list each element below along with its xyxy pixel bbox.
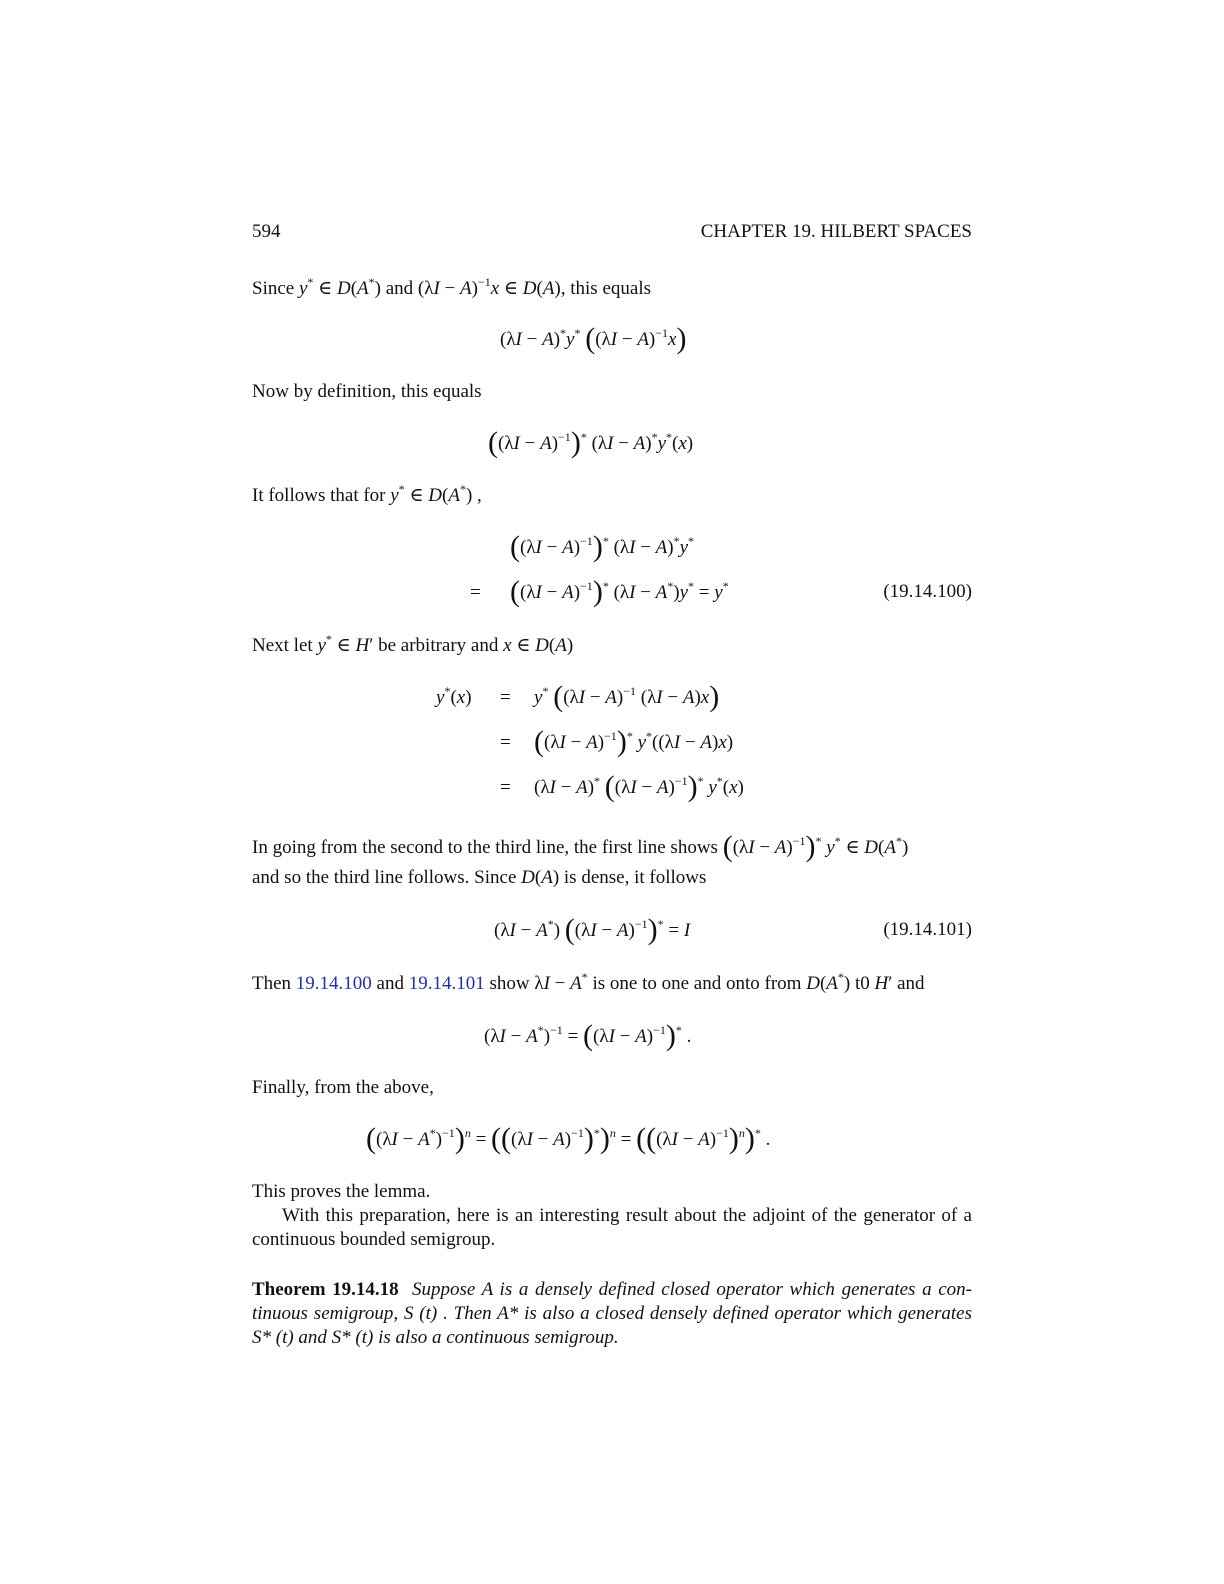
equation-display: $((\lambda I - A)^{-1})^*$ y*((λI − A)x): [534, 725, 734, 758]
paragraph-next: Next let y* ∈ H′ be arbitrary and x ∈ D(A): [252, 632, 574, 656]
equation-link-100[interactable]: 19.14.100: [295, 973, 372, 994]
equation-number: (19.14.101): [883, 919, 972, 940]
equation-display: =: [500, 732, 511, 753]
page-number: 594: [252, 221, 281, 242]
equation-display: $((\lambda I - A^*)^{-1})^n = (((\lambda I - A)^{-1})^*)^n = (((\lambda I - A)^{-1})^n)^*$ .: [366, 1122, 771, 1155]
paragraph-preparation: With this preparation, here is an interesting result about the adjoint of the generator of a continuous bounded semigroup.: [252, 1205, 972, 1250]
equation-display: (λI − A)*y* $((\lambda I - A)^{-1}x)$: [500, 322, 687, 355]
paragraph-going-line2: and so the third line follows. Since D(A) is dense, it follows: [252, 867, 707, 888]
equation-display: $((\lambda I - A)^{-1})^*$ (λI − A)*y*: [510, 530, 695, 563]
theorem-label: Theorem 19.14.18: [252, 1279, 399, 1300]
equation-display: $(\lambda I - A^*)^{-1} = ((\lambda I - A)^{-1})^*$ .: [484, 1019, 692, 1052]
paragraph-finally: Finally, from the above,: [252, 1077, 434, 1098]
theorem-block: [252, 1278, 972, 1350]
equation-display: =: [470, 582, 481, 603]
equation-display: (λI − A)* $((\lambda I - A)^{-1})^*$ y*(x): [534, 770, 744, 803]
equation-display: y* ($(\lambda I - A)^{-1}$ (λI − A)x): [534, 680, 720, 713]
paragraph-proves: This proves the lemma.: [252, 1181, 431, 1202]
equation-display: $((\lambda I - A)^{-1})^*$ (λI − A*)y* = y*: [510, 575, 729, 608]
equation-link-101[interactable]: 19.14.101: [408, 973, 485, 994]
paragraph-follows: It follows that for y* ∈ D(A*) ,: [252, 482, 482, 506]
paragraph-definition: Now by definition, this equals: [252, 381, 482, 402]
chapter-title: CHAPTER 19. HILBERT SPACES: [700, 221, 972, 242]
equation-display: $((\lambda I - A)^{-1})^*$ (λI − A)*y*(x): [488, 426, 694, 459]
paragraph-going: In going from the second to the third line, the first line shows $((\lambda I - A)^{-1})^*$ y* ∈ D(A*): [252, 830, 909, 863]
paragraph-since: Since y* ∈ D(A*) and $(\lambda I - A)^{-1}x$ ∈ D(A), this equals: [252, 275, 651, 299]
equation-display: (λI − A*) $((\lambda I - A)^{-1})^* = I$: [494, 913, 691, 946]
equation-number: (19.14.100): [883, 581, 972, 602]
theorem-body: Suppose A is a densely defined closed operator which generates a con-tinuous semigroup, S (t) . Then A* is also a closed densely defined operator which generates S* (t) and S* (t) is also a continuous semigroup.: [252, 1279, 973, 1348]
equation-display: =: [500, 687, 511, 708]
paragraph-then: Then 19.14.100 and 19.14.101 show λI − A* is one to one and onto from D(A*) t0 H′ and: [252, 970, 925, 994]
equation-display: y*(x): [436, 684, 472, 708]
equation-display: =: [500, 777, 511, 798]
